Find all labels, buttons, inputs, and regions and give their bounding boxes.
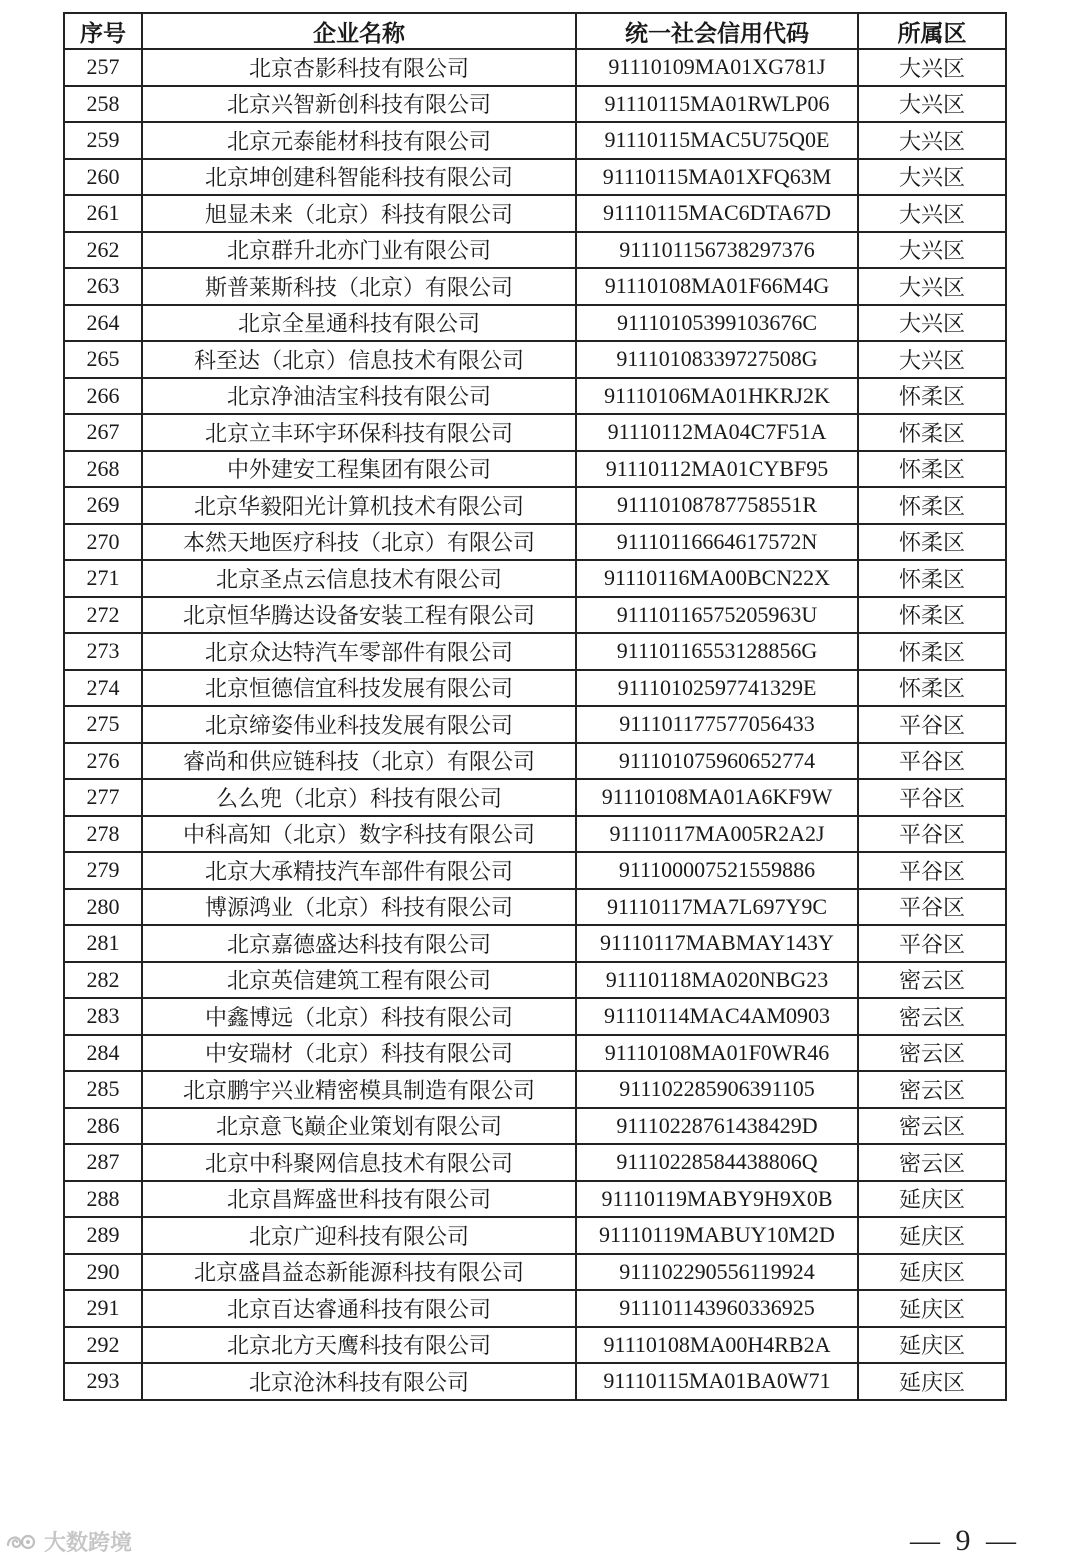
cell-credit-code: 91110228584438806Q — [576, 1144, 858, 1181]
table-row — [64, 232, 1006, 269]
cell-credit-code: 91110105399103676C — [576, 305, 858, 342]
cell-seq: 289 — [64, 1217, 142, 1254]
table-row — [64, 1181, 1006, 1218]
table-row — [64, 560, 1006, 597]
cell-credit-code: 91110115MAC6DTA67D — [576, 195, 858, 232]
cell-company-name: 北京恒德信宜科技发展有限公司 — [142, 670, 576, 707]
cell-seq: 279 — [64, 852, 142, 889]
cell-seq: 293 — [64, 1363, 142, 1400]
cell-company-name: 北京鹏宇兴业精密模具制造有限公司 — [142, 1071, 576, 1108]
cell-credit-code: 91110119MABUY10M2D — [576, 1217, 858, 1254]
cell-district: 延庆区 — [858, 1327, 1006, 1364]
header-seq: 序号 — [64, 13, 142, 49]
cell-company-name: 北京立丰环宇环保科技有限公司 — [142, 414, 576, 451]
table-row — [64, 925, 1006, 962]
cell-district: 怀柔区 — [858, 597, 1006, 634]
cell-credit-code: 91110109MA01XG781J — [576, 49, 858, 86]
cell-company-name: 北京沧沐科技有限公司 — [142, 1363, 576, 1400]
cell-district: 密云区 — [858, 962, 1006, 999]
cell-credit-code: 911101156738297376 — [576, 232, 858, 269]
table-row — [64, 852, 1006, 889]
cell-company-name: 北京中科聚网信息技术有限公司 — [142, 1144, 576, 1181]
cell-company-name: 中安瑞材（北京）科技有限公司 — [142, 1035, 576, 1072]
table-row — [64, 962, 1006, 999]
cell-seq: 280 — [64, 889, 142, 926]
cell-district: 平谷区 — [858, 816, 1006, 853]
cell-district: 大兴区 — [858, 86, 1006, 123]
cell-credit-code: 91110115MA01BA0W71 — [576, 1363, 858, 1400]
cell-credit-code: 91110108787758551R — [576, 487, 858, 524]
table-row — [64, 706, 1006, 743]
cell-district: 平谷区 — [858, 852, 1006, 889]
cell-seq: 282 — [64, 962, 142, 999]
table-row — [64, 451, 1006, 488]
cell-credit-code: 91110112MA01CYBF95 — [576, 451, 858, 488]
cell-seq: 272 — [64, 597, 142, 634]
cell-seq: 257 — [64, 49, 142, 86]
cell-company-name: 北京北方天鹰科技有限公司 — [142, 1327, 576, 1364]
cell-credit-code: 91110116MA00BCN22X — [576, 560, 858, 597]
cell-credit-code: 91110106MA01HKRJ2K — [576, 378, 858, 415]
cell-district: 密云区 — [858, 998, 1006, 1035]
cell-company-name: 中鑫博远（北京）科技有限公司 — [142, 998, 576, 1035]
cell-credit-code: 91110108MA01A6KF9W — [576, 779, 858, 816]
cell-credit-code: 911101177577056433 — [576, 706, 858, 743]
cell-seq: 292 — [64, 1327, 142, 1364]
cell-credit-code: 91110119MABY9H9X0B — [576, 1181, 858, 1218]
cell-seq: 267 — [64, 414, 142, 451]
cell-district: 密云区 — [858, 1071, 1006, 1108]
table-row — [64, 1217, 1006, 1254]
table-row — [64, 1108, 1006, 1145]
cell-district: 密云区 — [858, 1035, 1006, 1072]
cell-company-name: 北京元泰能材科技有限公司 — [142, 122, 576, 159]
watermark — [4, 1526, 132, 1557]
cell-district: 怀柔区 — [858, 378, 1006, 415]
table-row — [64, 195, 1006, 232]
cell-seq: 275 — [64, 706, 142, 743]
table-header-row — [64, 13, 1006, 49]
cell-company-name: 北京坤创建科智能科技有限公司 — [142, 159, 576, 196]
cell-district: 怀柔区 — [858, 414, 1006, 451]
cell-seq: 287 — [64, 1144, 142, 1181]
cell-district: 密云区 — [858, 1108, 1006, 1145]
cell-district: 大兴区 — [858, 195, 1006, 232]
cell-seq: 263 — [64, 268, 142, 305]
cell-company-name: 北京大承精技汽车部件有限公司 — [142, 852, 576, 889]
cell-credit-code: 91110115MA01RWLP06 — [576, 86, 858, 123]
cell-seq: 281 — [64, 925, 142, 962]
logo-swirl-icon — [4, 1531, 38, 1553]
cell-credit-code: 91110116664617572N — [576, 524, 858, 561]
table-row — [64, 779, 1006, 816]
table-row — [64, 1144, 1006, 1181]
cell-credit-code: 91110117MA7L697Y9C — [576, 889, 858, 926]
cell-seq: 264 — [64, 305, 142, 342]
table-row — [64, 341, 1006, 378]
cell-company-name: 北京缔姿伟业科技发展有限公司 — [142, 706, 576, 743]
table-row — [64, 1327, 1006, 1364]
cell-company-name: 北京群升北亦门业有限公司 — [142, 232, 576, 269]
table-row — [64, 1254, 1006, 1291]
cell-company-name: 北京全星通科技有限公司 — [142, 305, 576, 342]
cell-district: 大兴区 — [858, 49, 1006, 86]
cell-district: 延庆区 — [858, 1363, 1006, 1400]
cell-district: 怀柔区 — [858, 451, 1006, 488]
page-number: — 9 — — [910, 1524, 1020, 1557]
cell-seq: 258 — [64, 86, 142, 123]
cell-credit-code: 911101143960336925 — [576, 1290, 858, 1327]
cell-company-name: 科至达（北京）信息技术有限公司 — [142, 341, 576, 378]
cell-credit-code: 91110228761438429D — [576, 1108, 858, 1145]
cell-company-name: 北京净油洁宝科技有限公司 — [142, 378, 576, 415]
cell-credit-code: 91110112MA04C7F51A — [576, 414, 858, 451]
table-row — [64, 998, 1006, 1035]
table-row — [64, 378, 1006, 415]
cell-seq: 273 — [64, 633, 142, 670]
cell-company-name: 北京英信建筑工程有限公司 — [142, 962, 576, 999]
cell-district: 平谷区 — [858, 706, 1006, 743]
table-row — [64, 487, 1006, 524]
cell-seq: 288 — [64, 1181, 142, 1218]
table-row — [64, 1035, 1006, 1072]
cell-credit-code: 911100007521559886 — [576, 852, 858, 889]
cell-district: 平谷区 — [858, 779, 1006, 816]
cell-company-name: 博源鸿业（北京）科技有限公司 — [142, 889, 576, 926]
cell-company-name: 北京百达睿通科技有限公司 — [142, 1290, 576, 1327]
cell-seq: 274 — [64, 670, 142, 707]
watermark-text: 大数跨境 — [44, 1531, 133, 1556]
cell-credit-code: 91110108MA01F66M4G — [576, 268, 858, 305]
cell-district: 怀柔区 — [858, 524, 1006, 561]
cell-credit-code: 91110117MABMAY143Y — [576, 925, 858, 962]
table-row — [64, 743, 1006, 780]
cell-company-name: 睿尚和供应链科技（北京）有限公司 — [142, 743, 576, 780]
cell-district: 延庆区 — [858, 1254, 1006, 1291]
cell-credit-code: 91110116553128856G — [576, 633, 858, 670]
cell-district: 大兴区 — [858, 232, 1006, 269]
cell-seq: 262 — [64, 232, 142, 269]
cell-seq: 278 — [64, 816, 142, 853]
table-row — [64, 816, 1006, 853]
table-row — [64, 268, 1006, 305]
cell-seq: 277 — [64, 779, 142, 816]
table-row — [64, 122, 1006, 159]
cell-credit-code: 91110118MA020NBG23 — [576, 962, 858, 999]
cell-seq: 271 — [64, 560, 142, 597]
company-table — [63, 12, 1007, 1401]
table-row — [64, 159, 1006, 196]
cell-company-name: 中科高知（北京）数字科技有限公司 — [142, 816, 576, 853]
table-row — [64, 414, 1006, 451]
cell-seq: 266 — [64, 378, 142, 415]
cell-company-name: 旭显未来（北京）科技有限公司 — [142, 195, 576, 232]
cell-seq: 283 — [64, 998, 142, 1035]
cell-district: 平谷区 — [858, 925, 1006, 962]
table-row — [64, 86, 1006, 123]
cell-credit-code: 91110108MA00H4RB2A — [576, 1327, 858, 1364]
cell-district: 大兴区 — [858, 305, 1006, 342]
cell-district: 怀柔区 — [858, 560, 1006, 597]
cell-seq: 276 — [64, 743, 142, 780]
cell-district: 密云区 — [858, 1144, 1006, 1181]
table-row — [64, 670, 1006, 707]
table-body — [64, 49, 1006, 1400]
header-company-name: 企业名称 — [142, 13, 576, 49]
cell-company-name: 北京兴智新创科技有限公司 — [142, 86, 576, 123]
cell-seq: 290 — [64, 1254, 142, 1291]
cell-credit-code: 91110114MAC4AM0903 — [576, 998, 858, 1035]
cell-district: 怀柔区 — [858, 670, 1006, 707]
cell-seq: 285 — [64, 1071, 142, 1108]
cell-seq: 260 — [64, 159, 142, 196]
cell-company-name: 北京意飞巅企业策划有限公司 — [142, 1108, 576, 1145]
cell-seq: 270 — [64, 524, 142, 561]
cell-district: 大兴区 — [858, 341, 1006, 378]
cell-company-name: 本然天地医疗科技（北京）有限公司 — [142, 524, 576, 561]
cell-company-name: 北京恒华腾达设备安装工程有限公司 — [142, 597, 576, 634]
cell-credit-code: 91110108339727508G — [576, 341, 858, 378]
cell-company-name: 北京众达特汽车零部件有限公司 — [142, 633, 576, 670]
cell-seq: 291 — [64, 1290, 142, 1327]
cell-seq: 261 — [64, 195, 142, 232]
cell-company-name: 北京盛昌益态新能源科技有限公司 — [142, 1254, 576, 1291]
cell-company-name: 北京华毅阳光计算机技术有限公司 — [142, 487, 576, 524]
table-row — [64, 1290, 1006, 1327]
cell-company-name: 中外建安工程集团有限公司 — [142, 451, 576, 488]
cell-company-name: 北京杏影科技有限公司 — [142, 49, 576, 86]
cell-company-name: 北京嘉德盛达科技有限公司 — [142, 925, 576, 962]
table-row — [64, 597, 1006, 634]
cell-company-name: 斯普莱斯科技（北京）有限公司 — [142, 268, 576, 305]
cell-district: 大兴区 — [858, 122, 1006, 159]
cell-district: 延庆区 — [858, 1217, 1006, 1254]
table-row — [64, 49, 1006, 86]
cell-district: 延庆区 — [858, 1181, 1006, 1218]
cell-seq: 284 — [64, 1035, 142, 1072]
cell-credit-code: 91110108MA01F0WR46 — [576, 1035, 858, 1072]
cell-company-name: 北京圣点云信息技术有限公司 — [142, 560, 576, 597]
cell-credit-code: 91110102597741329E — [576, 670, 858, 707]
cell-credit-code: 91110117MA005R2A2J — [576, 816, 858, 853]
cell-district: 延庆区 — [858, 1290, 1006, 1327]
cell-seq: 268 — [64, 451, 142, 488]
cell-district: 大兴区 — [858, 159, 1006, 196]
cell-seq: 259 — [64, 122, 142, 159]
table-row — [64, 305, 1006, 342]
cell-district: 平谷区 — [858, 889, 1006, 926]
cell-seq: 269 — [64, 487, 142, 524]
cell-credit-code: 91110115MA01XFQ63M — [576, 159, 858, 196]
table-row — [64, 889, 1006, 926]
cell-company-name: 么么兜（北京）科技有限公司 — [142, 779, 576, 816]
cell-seq: 265 — [64, 341, 142, 378]
cell-credit-code: 911102285906391105 — [576, 1071, 858, 1108]
cell-credit-code: 91110116575205963U — [576, 597, 858, 634]
cell-company-name: 北京广迎科技有限公司 — [142, 1217, 576, 1254]
cell-credit-code: 911102290556119924 — [576, 1254, 858, 1291]
cell-district: 大兴区 — [858, 268, 1006, 305]
table-row — [64, 1363, 1006, 1400]
cell-seq: 286 — [64, 1108, 142, 1145]
table-row — [64, 633, 1006, 670]
cell-district: 怀柔区 — [858, 487, 1006, 524]
table-row — [64, 1071, 1006, 1108]
header-credit-code: 统一社会信用代码 — [576, 13, 858, 49]
cell-credit-code: 911101075960652774 — [576, 743, 858, 780]
cell-district: 平谷区 — [858, 743, 1006, 780]
table-row — [64, 524, 1006, 561]
cell-company-name: 北京昌辉盛世科技有限公司 — [142, 1181, 576, 1218]
header-district: 所属区 — [858, 13, 1006, 49]
cell-district: 怀柔区 — [858, 633, 1006, 670]
cell-credit-code: 91110115MAC5U75Q0E — [576, 122, 858, 159]
